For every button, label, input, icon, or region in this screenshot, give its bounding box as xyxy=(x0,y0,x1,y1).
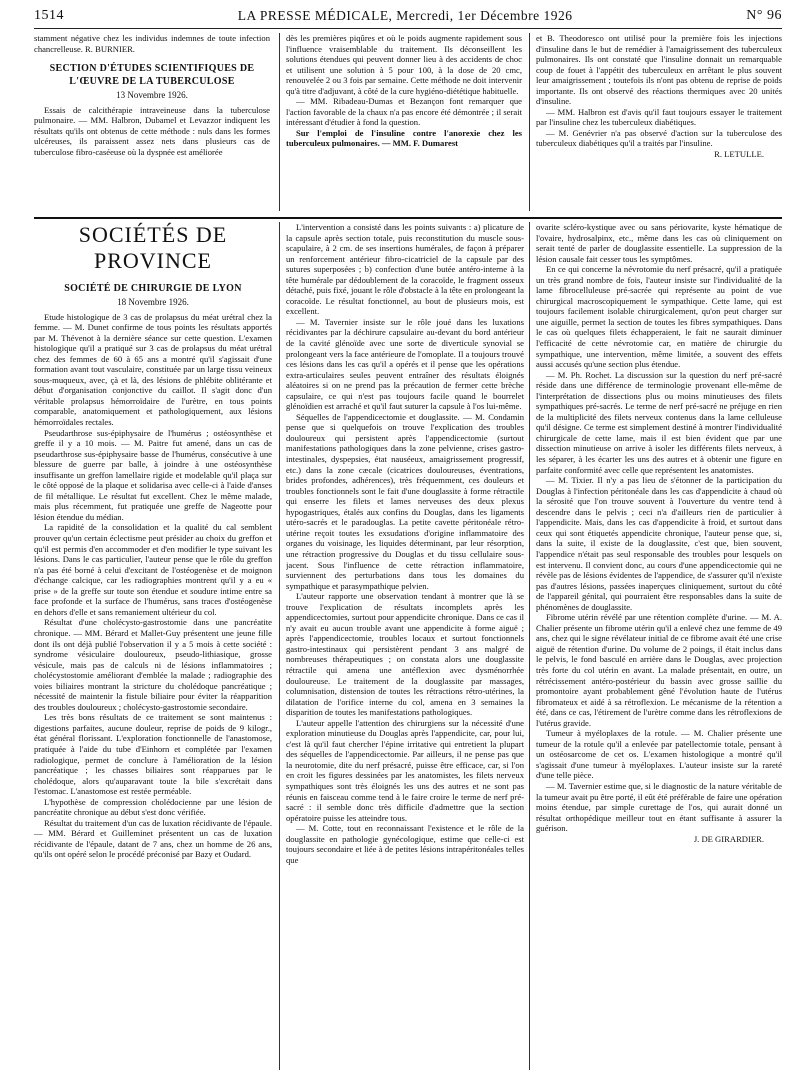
journal-title: LA PRESSE MÉDICALE, Mercredi, 1er Décembre 1926 xyxy=(237,8,573,23)
column-divider xyxy=(529,33,530,211)
top-column-1 xyxy=(34,33,270,213)
paragraph: — M. Cotte, tout en reconnaissant l'existence et le rôle de la douglassite en pathologie gynécologique, estime que celle-ci est toujours secondaire et liée à de petites lésions intrapéritonéales telles que xyxy=(286,823,524,865)
paragraph: Pseudarthrose sus-épiphysaire de l'humérus ; ostéosynthèse et greffe il y a 10 mois. — M. Paitre fut amené, dans un cas de pseudarthrose sus-épiphysaire basse de l'humérus, consécutive à une blessure de guerre par balle, à joindre à une ostéosynthèse insuffisante un greffon lamellaire rigide et modelable qu'il plaça sur le côté opposé de la plaque et solidarisa avec celle-ci à l'aide d'anses de fil métallique. Le résultat fut excellent. Chez le même malade, mais plus récemment, fut pratiquée une greffe de Nageotte pour lésion étendue du médian. xyxy=(34,427,272,522)
paragraph: L'hypothèse de compression cholédocienne par une lésion de pancréatite chronique au début s'est donc vérifiée. xyxy=(34,796,272,818)
society-heading: SOCIÉTÉ DE CHIRURGIE DE LYON xyxy=(64,283,242,294)
session-date: 13 Novembre 1926. xyxy=(116,90,188,101)
paragraph: — M. Tavernier insiste sur le rôle joué dans les luxations récidivantes par la déchirure capsulaire au-devant du bord antérieur de la cavité glénoïde avec une sorte de diverticule synovial se prolongeant vers la face antérieure de l'omoplate. Il a toujours trouvé ces lésions dans les cas qu'il a opérés et il pense que les opérations extra-articulaires seules peuvent entraîner des résultats éloignés aléatoires si on ne prend pas la précaution de fermer cette brèche capsulaire, ce qui n'est pas toujours facile quand le bourrelet glénoïdien est arraché et qu'il faut suturer la capsule à l'os lui-même. xyxy=(286,316,524,412)
paragraph: — M. Ph. Rochet. La discussion sur la question du nerf pré-sacré réside dans une différence de terminologie provenant elle-même de l'interprétation de dissections plus ou moins minutieuses des filets sympathiques pré-sacrés. Le terme de nerf pré-sacré ne préjuge en rien de la multiplicité des filets nerveux contenus dans la lame celluleuse qu'il désigne. Ce terme est simplement destiné à montrer l'individualité chirurgicale de cette lame, mais il est bien évident que par une dissection minutieuse on arrive à isoler les différents filets nerveux, à les séparer, à les écarter les uns des autres et à obtenir une figure en parfaite conformité avec celle que représentent les anatomistes. xyxy=(536,369,782,475)
session-date: 18 Novembre 1926. xyxy=(117,297,189,307)
top-column-2 xyxy=(286,33,522,213)
section-rule xyxy=(34,217,782,219)
paragraph: La rapidité de la consolidation et la qualité du cal semblent prouver qu'un certain éclectisme peut présider au choix du greffon et qu'il est permis d'en accommoder et d'en modifier le type suivant les lésions. Dans le cas particulier, l'auteur pense que le rôle du greffon n'a pas été borné à celui d'excitant de l'ostéogenèse et de moignon d'échange calcique, car les radiographies montrent qu'il y a eu « prise » de la greffe sur toute son étendue et soudure intime entre sa face profonde et la surface de l'humérus, sans traces d'ostéogenèse en dehors d'elle et sans remaniement ultérieur du col. xyxy=(34,522,272,617)
paragraph: et B. Theodoresco ont utilisé pour la première fois les injections d'insuline dans le but de remédier à l'amaigrissement des tuberculeux pulmonaires. Ils ont constaté que l'insuline donnait un remarquable coup de fouet à l'appétit des tuberculeux en arrêtant le plus souvent leur amaigrissement ; toutefois ils n'ont pas obtenu de reprise de poids importante. Ils ont observé des réactions thermiques avec 20 unités d'insuline. xyxy=(536,33,782,107)
page-header xyxy=(34,6,782,26)
paragraph: Etude histologique de 3 cas de prolapsus du méat urétral chez la femme. — M. Dunet confirme de tous points les résultats apportés par M. Thévenot à la dernière séance sur cette question. L'examen histologique qu'il a pratiqué sur 3 cas de prolapsus du méat urétral chez des femmes de 60 à 65 ans a montré qu'il s'agissait d'une formation avant tout vasculaire, constituée par un large tissu veineux sous-muqueux, avec, çà et là, des lésions de phlébite oblitérante et début d'organisation conjonctive du caillot. Il s'agit donc d'un véritable prolapsus hémorroïdaire de l'urètre, en tous points comparable, anatomiquement et pathologiquement, aux lésions hémorroïdales rectales. xyxy=(34,311,272,428)
page-number: 1514 xyxy=(34,8,64,23)
paragraph: — M. Tixier. Il n'y a pas lieu de s'étonner de la participation du Douglas à l'infection péritonéale dans les cas d'appendicite à chaud où la sérosité que l'on trouve souvent à l'ouverture du ventre tend à descendre dans le pelvis ; ceci n'a d'ailleurs rien de particulier à l'appendicite. Mais, dans les cas d'appendicite à froid, et surtout dans ceux qui sont étiquetés appendicite chronique, l'auteur pense que, si, dans la suite, il existe de la douglassite, c'est que, bien souvent, l'appendice n'était pas seul responsable des troubles pour lesquels on est intervenu. Il convient donc, au cours d'une appendicectomie qui ne révèle pas de lésions évidentes de l'appendice, de s'assurer qu'il n'existe pas d'autres lésions, passées inaperçues cliniquement, surtout du côté de l'appareil génital, qui pourraient être responsables dans la suite de phénomènes de douglassite. xyxy=(536,475,782,612)
top-column-3 xyxy=(536,33,782,213)
paragraph: L'auteur rapporte une observation tendant à montrer que là se trouve l'explication de résultats incomplets après les appendicectomies, surtout pour appendicite chronique. Dans ce cas il n'y avait eu aucun trouble avant une appendicite à forme aiguë ; après l'appendicectomie, troubles locaux et surtout fonctionnels gastro-intestinaux qui persistèrent pendant 3 ans malgré de nombreuses thérapeutiques ; on constata alors une douglassite rétractile qui amena une antéflexion avec dysménorrhée douloureuse. Le traitement de la douglassite par massages, columnisation, distension de toutes les rétractions rétro-utérines, la dilatation de l'orifice interne du col, amena en 3 semaines la disparition de toutes les manifestations pathologiques. xyxy=(286,591,524,718)
signature: R. LETULLE. xyxy=(714,149,764,160)
paragraph: Fibrome utérin révélé par une rétention complète d'urine. — M. A. Chalier présente un fibrome utérin qu'il a enlevé chez une femme de 49 ans, chez qui le signe révélateur initial de ce fibrome avait été une crise aiguë de rétention d'urine. Du volume de 2 poings, il était inclus dans le pelvis, le fond basculé en arrière dans le Douglas, avec projection très forte du col utérin en avant. La malade présentait, en outre, un rétrécissement antéro-postérieur du bassin avec grosse saillie du promontoire ayant probablement gêné l'évolution haute de l'utérus fibromateux et aidé à sa rétroflexion. Le mécanisme de la rétention a été, dans ce cas, l'étirement de l'urètre comme dans les rétroflexions de l'utérus gravide. xyxy=(536,612,782,728)
paragraph: dès les premières piqûres et où le poids augmente rapidement sous l'influence vraisemblable du traitement. Ils déconseillent les solutions étendues qui peuvent donner lieu à des accidents de choc et utilisent une solution à 5 pour 100, à la dose de 20 cmc, renouvelée 2 ou 3 fois par semaine. Cette méthode ne doit intervenir qu'à titre d'adjuvant, à côté de la cure hygiéno-diététique habituelle. xyxy=(286,33,522,96)
header-rule xyxy=(34,28,782,29)
paragraph: En ce qui concerne la névrotomie du nerf présacré, qu'il a pratiquée un très grand nombre de fois, l'auteur insiste sur l'individualité de la lame fibrocelluleuse pré-sacrée qui représente au point de vue chirurgical macroscopiquement le sympathique. Cette lame, qui est toujours facilement isolable chirurgicalement, qu'on peut charger sur une aiguille, permet la section de toutes les fibres sympathiques. Dans le cas où quelques filets échapperaient, le fait ne saurait diminuer l'efficacité de cette névrotomie car, en matière de chirurgie du sympathique, une intervention, même limitée, a souvent des effets aussi accusés qu'une section plus étendue. xyxy=(536,264,782,370)
paragraph: Séquelles de l'appendicectomie et douglassite. — M. Condamin pense que si quelquefois on trouve l'explication des troubles douloureux qui persistent après l'appendicectomie (surtout manifestations pathologiques dans la zone pelvienne, crises gastro-intestinales, dyspepsies, état nauséeux, amaigrissement progressif, etc.) dans la zone cæcale (cicatrices douloureuses, éventrations, brides profondes, adhérences), très fréquemment, ces douleurs et troubles fonctionnels sont le fait d'une douglassite à forme rétractile qui enserre les filets et lames nerveuses des deux plexus hypogastriques, étalés aux confins du Douglas, dans les ligaments utéro-sacrés et le paradouglas. La petite cavette péritonéale rétro-utérine reçoit toutes les exsudations d'origine inflammatoire des organes du voisinage, les liquides déterminant, par leur résorption, une rétraction progressive du Douglas et du tissu cellulaire sous-jacent. Sous l'influence de cette rétraction inflammatoire, surviennent des perturbations dans tous les domaines du sympathique et parasympathique pelvien. xyxy=(286,411,524,591)
paragraph: Sur l'emploi de l'insuline contre l'anorexie chez les tuberculeux pulmonaires. — MM. F. Dumarest xyxy=(286,127,522,149)
paragraph: — MM. Halbron est d'avis qu'il faut toujours essayer le traitement par l'insuline chez les tuberculeux diabétiques. xyxy=(536,106,782,128)
paragraph: — M. Tavernier estime que, si le diagnostic de la nature véritable de la tumeur avait pu être porté, il eût été préférable de faire une opération moins étendue, par simple curettage de l'os, qui aurait donné un résultat orthopédique meilleur tout en étant suffisante à assurer la guérison. xyxy=(536,780,782,834)
signature: J. DE GIRARDIER. xyxy=(693,833,764,844)
paragraph: Tumeur à myéloplaxes de la rotule. — M. Chalier présente une tumeur de la rotule qu'il a enlevée par patellectomie totale, pensant à un ostéosarcome de cet os. L'examen histologique a montré qu'il s'agissait d'une tumeur à myéloplaxes. L'auteur insiste sur la rareté d'une telle pièce. xyxy=(536,728,782,781)
column-divider xyxy=(529,222,530,1070)
paragraph: L'intervention a consisté dans les points suivants : a) plicature de la capsule après section totale, puis reconstitution du muscle sous-scapulaire, à 2 cm. de ses insertions humérales, de façon à préparer un renforcement antérieur fibro-cicatriciel de la capsule par des sutures superposées ; b) confection d'une butée antéro-interne à la tête humérale par dédoublement de la coracoïde, le fragment osseux détaché, puis fixé, jouant le rôle d'obstacle à la tête en prolongeant la coracoïde. Le résultat fonctionnel, au bout de plusieurs mois, est excellent. xyxy=(286,222,524,317)
bottom-column-1 xyxy=(34,222,272,1070)
paragraph: Résultat d'une cholécysto-gastrostomie dans une pancréatite chronique. — MM. Bérard et Mallet-Guy présentent une jeune fille dont ils ont déjà publié l'observation il y a 5 mois à cette société : syndrome vésiculaire douloureux, pseudo-lithiasique, grosse vésicule, mais pas de calculs ni de lésions inflammatoires ; cholécystostomie améliorant d'emblée la malade ; radiographie des voies biliaires montrant la stricture du cholédoque pancréatique ; nécessité de maintenir la fistule biliaire pour éviter la réapparition des troubles douloureux ; cholécysto-gastrostomie secondaire. xyxy=(34,617,272,712)
column-divider xyxy=(279,33,280,211)
paragraph: — M. Genévrier n'a pas observé d'action sur la tuberculose des tuberculeux diabétiques qu'il a traités par l'insuline. xyxy=(536,127,782,149)
column-divider xyxy=(279,222,280,1070)
paragraph: Résultat du traitement d'un cas de luxation récidivante de l'épaule. — MM. Bérard et Guilleminet présentent un cas de luxation récidivante de l'épaule, datant de 7 ans, chez un homme de 26 ans, qu'ils ont opéré selon le procédé préconisé par Bazy et Oudard. xyxy=(34,817,272,860)
section-title: SOCIÉTÉS DE PROVINCE xyxy=(78,222,228,273)
bottom-column-2 xyxy=(286,222,524,1070)
issue-number: N° 96 xyxy=(746,8,782,23)
paragraph: ovarite scléro-kystique avec ou sans périovarite, kyste hématique de l'ovaire, hydrosalpinx, etc., même dans les cas où cliniquement on serait tenté de parler de douglassite essentielle. La suppression de la lésion causale fait cesser tous les symptômes. xyxy=(536,222,782,264)
paragraph: L'auteur appelle l'attention des chirurgiens sur la nécessité d'une exploration minutieuse du Douglas après l'appendicite, car, pour lui, c'est là qu'il faut chercher l'épine irritative qui entretient la plupart des séquelles de l'appendicectomie. Par ailleurs, il ne pense pas que la neurotomie, dite du nerf présacré, puisse être efficace, car, si l'on en croit les figures dessinées par les anatomistes, les filets nerveux sympathiques sont très éloignés les uns des autres et ne sont pas réunis en faisceau comme tend à le faire croire le terme de nerf pré-sacré : il semble donc très difficile d'admettre que la section opératoire puisse les atteindre tous. xyxy=(286,717,524,823)
section-heading: SECTION D'ÉTUDES SCIENTIFIQUES DE L'ŒUVRE DE LA TUBERCULOSE xyxy=(49,63,255,88)
bottom-column-3 xyxy=(536,222,782,1070)
paragraph: Les très bons résultats de ce traitement se sont maintenus : digestions parfaites, aucune douleur, reprise de poids de 9 kilogr., état général florissant. L'exploration fonctionnelle de l'anastomose, pratiquée à l'aide du tube d'Einhorn et complétée par l'examen radiologique, permet de conclure à l'amélioration de la lésion pancréatique ; les chasses biliaires sont réapparues par le cholédoque, alors qu'auparavant toute la bile s'excrétait dans l'estomac. L'anastomose est restée perméable. xyxy=(34,712,272,797)
paragraph: — MM. Ribadeau-Dumas et Bezançon font remarquer que l'action favorable de la chaux n'a pas encore été démontrée ; il serait intéressant d'étudier à fond la question. xyxy=(286,96,522,128)
paragraph: Essais de calcithérapie intraveineuse dans la tuberculose pulmonaire. — MM. Halbron, Dubamel et Levazzor indiquent les résultats qu'ils ont obtenus de cette méthode : nuls dans les formes ulcéreuses, ils paraissent assez nets dans plusieurs cas de tuberculose fibro-caséeuse où la dyspnée est améliorée xyxy=(34,104,270,157)
paragraph: stamment négative chez les individus indemnes de toute infection chancrelleuse. R. BURNIER. xyxy=(34,33,270,54)
